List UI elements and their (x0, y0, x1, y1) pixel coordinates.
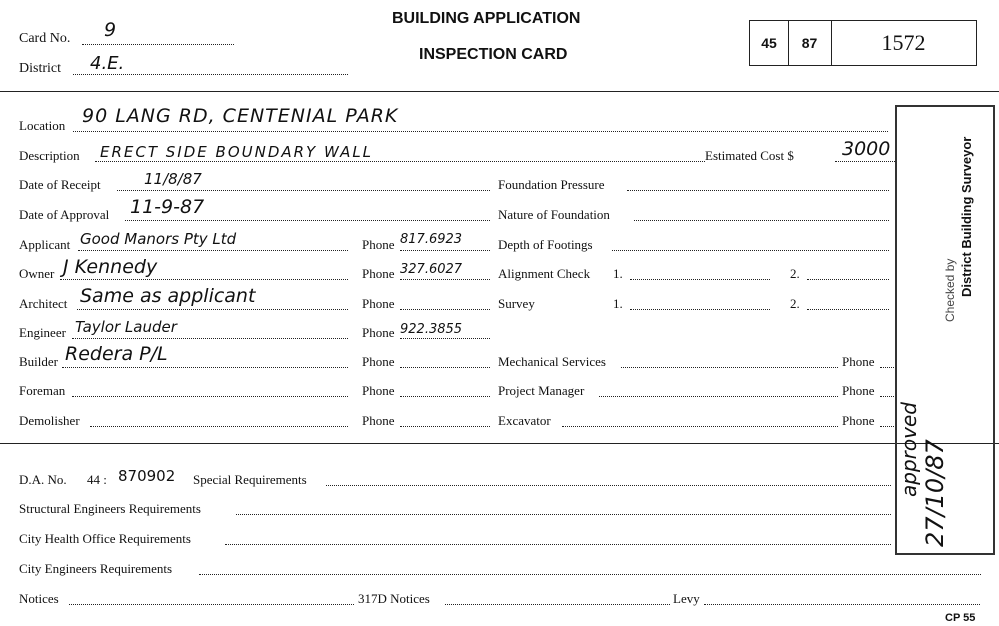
survey-line-2 (807, 309, 889, 310)
location-label: Location (19, 118, 66, 133)
card-no-value: 9 (104, 19, 117, 41)
structural-label: Structural Engineers Requirements (19, 501, 201, 516)
da-label: D.A. No. (19, 472, 67, 487)
builder-label: Builder (19, 354, 58, 369)
survey-label: Survey (498, 296, 535, 311)
special-requirements-line (326, 485, 891, 486)
builder-phone-label: Phone (362, 354, 395, 369)
card-no-line (82, 44, 234, 45)
card-number-box: 1572 (831, 20, 977, 66)
levy-line (704, 604, 980, 605)
builder-value: Redera P/L (65, 343, 168, 365)
receipt-value: 11/8/87 (144, 170, 202, 188)
alignment-check-label: Alignment Check (498, 266, 591, 281)
builder-phone-line (400, 367, 490, 368)
health-label: City Health Office Requirements (19, 531, 191, 546)
architect-label: Architect (19, 296, 68, 311)
survey-line-1 (630, 309, 770, 310)
applicant-label: Applicant (19, 237, 71, 252)
owner-value: J Kennedy (63, 256, 158, 278)
nature-foundation-label: Nature of Foundation (498, 207, 610, 222)
architect-line (77, 309, 348, 310)
da-value: 870902 (118, 467, 176, 485)
applicant-phone-label: Phone (362, 237, 395, 252)
city-engineers-label: City Engineers Requirements (19, 561, 173, 576)
alignment-line-2 (807, 279, 889, 280)
mechanical-phone-line (880, 367, 894, 368)
estimated-cost-value: 3000 (842, 138, 891, 160)
excavator-line (562, 426, 838, 427)
estimated-cost-label: Estimated Cost $ (705, 148, 794, 163)
notices-317d-label: 317D Notices (358, 591, 430, 606)
checked-by-label: Checked by (943, 258, 957, 322)
header-rule (0, 91, 999, 92)
architect-phone-label: Phone (362, 296, 395, 311)
title-line-1: BUILDING APPLICATION (392, 10, 581, 27)
foreman-phone-label: Phone (362, 383, 395, 398)
owner-label: Owner (19, 266, 55, 281)
district-value: 4.E. (90, 53, 125, 74)
foreman-phone-line (400, 396, 490, 397)
description-value: ERECT SIDE BOUNDARY WALL (100, 143, 374, 161)
demolisher-phone-line (400, 426, 490, 427)
architect-phone-line (400, 309, 490, 310)
survey-num-2: 2. (790, 296, 800, 311)
foreman-label: Foreman (19, 383, 66, 398)
title-line-2: INSPECTION CARD (419, 46, 568, 63)
engineer-label: Engineer (19, 325, 66, 340)
engineer-line (72, 338, 348, 339)
applicant-line (78, 250, 348, 251)
builder-line (62, 367, 348, 368)
engineer-phone-label: Phone (362, 325, 395, 340)
district-label: District (19, 61, 61, 76)
applicant-phone-line (400, 250, 490, 251)
mechanical-phone-label: Phone (842, 354, 875, 369)
foundation-pressure-line (627, 190, 889, 191)
depth-footings-label: Depth of Footings (498, 237, 593, 252)
demolisher-line (90, 426, 348, 427)
owner-phone-value: 327.6027 (400, 262, 463, 277)
health-line (225, 544, 891, 545)
approval-line (125, 220, 490, 221)
project-manager-line (599, 396, 838, 397)
alignment-line-1 (630, 279, 770, 280)
form-code: CP 55 (945, 612, 976, 624)
approved-date: 27/10/87 (921, 439, 949, 547)
mechanical-line (621, 367, 838, 368)
project-manager-label: Project Manager (498, 383, 585, 398)
notices-label: Notices (19, 591, 59, 606)
architect-value: Same as applicant (80, 285, 256, 307)
code-box-a: 45 (749, 20, 789, 66)
applicant-value: Good Manors Pty Ltd (80, 230, 237, 248)
notices-line (69, 604, 354, 605)
alignment-num-2: 2. (790, 266, 800, 281)
excavator-phone-line (880, 426, 894, 427)
approval-value: 11-9-87 (130, 196, 205, 218)
approval-label: Date of Approval (19, 207, 110, 222)
excavator-label: Excavator (498, 413, 551, 428)
code-box-b: 87 (788, 20, 832, 66)
receipt-label: Date of Receipt (19, 177, 101, 192)
receipt-line (117, 190, 490, 191)
survey-num-1: 1. (613, 296, 623, 311)
demolisher-phone-label: Phone (362, 413, 395, 428)
mechanical-label: Mechanical Services (498, 354, 606, 369)
depth-footings-line (612, 250, 889, 251)
levy-label: Levy (673, 591, 700, 606)
city-engineers-line (199, 574, 981, 575)
owner-line (60, 279, 348, 280)
estimated-cost-line (835, 161, 895, 162)
project-manager-phone-line (880, 396, 894, 397)
notices-317d-line (445, 604, 670, 605)
card-no-label: Card No. (19, 31, 71, 46)
description-label: Description (19, 148, 80, 163)
surveyor-stamp (895, 105, 995, 555)
foreman-line (72, 396, 348, 397)
applicant-phone-value: 817.6923 (400, 232, 463, 247)
district-line (73, 74, 348, 75)
da-prefix: 44 : (87, 472, 107, 487)
foundation-pressure-label: Foundation Pressure (498, 177, 605, 192)
engineer-value: Taylor Lauder (75, 318, 177, 336)
engineer-phone-value: 922.3855 (400, 322, 463, 337)
special-requirements-label: Special Requirements (193, 472, 307, 487)
alignment-num-1: 1. (613, 266, 623, 281)
location-value: 90 LANG RD, CENTENIAL PARK (82, 105, 399, 127)
structural-line (236, 514, 891, 515)
excavator-phone-label: Phone (842, 413, 875, 428)
nature-foundation-line (634, 220, 889, 221)
owner-phone-label: Phone (362, 266, 395, 281)
district-surveyor-label: District Building Surveyor (959, 136, 974, 297)
location-line (73, 131, 888, 132)
approved-signature: approved (897, 402, 921, 497)
section-rule (0, 443, 999, 444)
demolisher-label: Demolisher (19, 413, 80, 428)
project-manager-phone-label: Phone (842, 383, 875, 398)
